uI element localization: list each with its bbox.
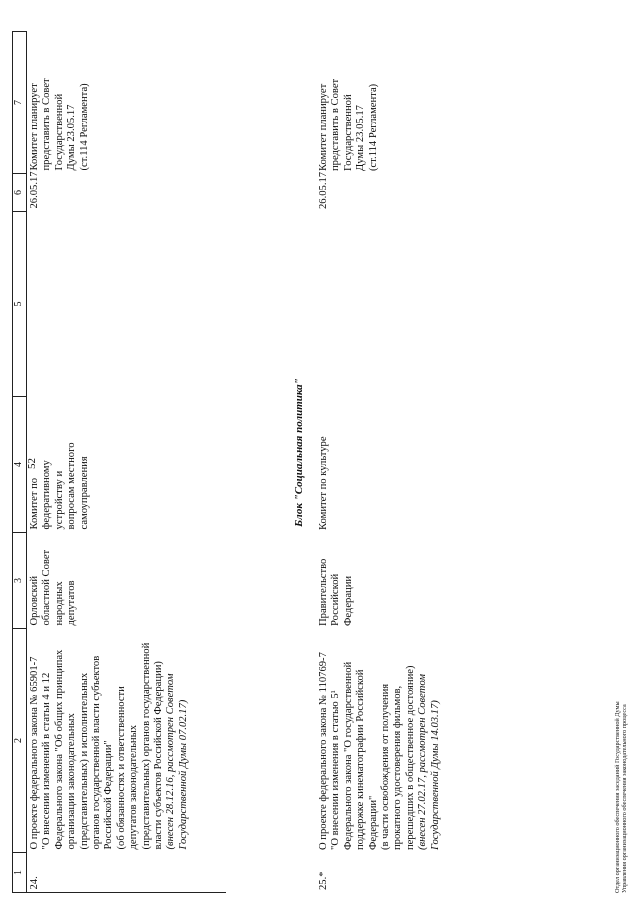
- column-header-row: [13, 32, 27, 893]
- bill-line: Федерального закона "Об общих принципах: [53, 649, 65, 850]
- plan-line: представить в Совет: [330, 78, 342, 171]
- bill-author: [27, 533, 193, 629]
- schedule-table-continued: [316, 32, 444, 893]
- plan-line: представить в Совет: [41, 78, 53, 171]
- committee-line: Комитет по культуре: [318, 436, 329, 530]
- plan-line: Комитет планирует: [318, 83, 329, 171]
- bill-author: [316, 533, 444, 629]
- bill-note: Государственной Думы 07.02.17): [177, 699, 189, 850]
- bill-line: органов государственной власти субъектов: [91, 655, 103, 850]
- date-cell: 26.05.17: [29, 171, 40, 209]
- table-row: [316, 32, 444, 893]
- plan-line: Думы 23.05.17: [355, 105, 367, 171]
- table-row: [27, 32, 193, 893]
- bill-note: Государственной Думы 14.03.17): [429, 700, 441, 850]
- author-line: народных депутатов: [53, 580, 78, 626]
- bill-line: "О внесении изменений в статьи 4 и 12: [41, 672, 53, 850]
- bill-line: перешедших в общественное достояние): [404, 665, 416, 850]
- date-cell: 26.05.17: [318, 171, 329, 209]
- col-header-1: 1: [13, 853, 27, 893]
- footer-line: Управления организационного обеспечения законодательного процесса: [621, 704, 629, 893]
- plan-cell: [316, 32, 444, 174]
- col-header-3: 3: [13, 533, 27, 629]
- bill-line: поддержке кинематографии Российской: [355, 669, 367, 850]
- col-header-2: 2: [13, 629, 27, 853]
- bill-line: Федерального закона "О государственной: [342, 661, 354, 850]
- committee-line: самоуправления: [78, 456, 90, 530]
- author-line: областной Совет: [41, 549, 53, 626]
- row-number: 25.*: [318, 871, 329, 890]
- bill-line: (представительных) органов государственной: [140, 642, 152, 850]
- bill-line: (представительных) и исполнительных: [78, 672, 90, 850]
- bill-line: власти субъектов Российской Федерации): [153, 661, 165, 850]
- row-number: 24.: [29, 876, 40, 890]
- bill-description: [316, 629, 444, 853]
- plan-cell: [27, 32, 193, 174]
- bill-line: (в части освобождения от получения: [380, 683, 392, 850]
- committee-line: Комитет по: [29, 477, 40, 530]
- responsible-committee: [27, 397, 193, 533]
- author-line: Орловский: [29, 575, 40, 626]
- responsible-committee: [316, 397, 444, 533]
- block-title: Блок "Социальная политика": [293, 378, 305, 527]
- bill-note: (внесен 28.12.16, рассмотрен Советом: [165, 673, 177, 850]
- bill-line: Федерации": [367, 795, 379, 850]
- bill-description: [27, 629, 193, 853]
- schedule-table: [12, 31, 192, 893]
- plan-line: Комитет планирует: [29, 83, 40, 171]
- table-left-border: [26, 892, 226, 893]
- col-header-7: 7: [13, 32, 27, 174]
- col5-cell: [27, 212, 193, 397]
- col-header-4: 4: [13, 397, 27, 533]
- footer-line: Отдел организационного обеспечения заседаний Государственной Думы: [614, 701, 621, 893]
- page-number: 52: [26, 458, 38, 469]
- bill-note: (внесен 27.02.17, рассмотрен Советом: [417, 674, 429, 850]
- col5-cell: [316, 212, 444, 397]
- author-line: Правительство: [318, 558, 329, 626]
- plan-line: (ст.114 Регламента): [367, 83, 379, 171]
- plan-line: Думы 23.05.17: [66, 104, 78, 171]
- bill-line: (об обязанностях и ответственности: [115, 686, 127, 850]
- bill-line: "О внесении изменения в статью 5¹: [330, 690, 342, 850]
- bill-line: О проекте федерального закона № 110769-7: [318, 652, 329, 850]
- bill-line: Российской Федерации": [103, 740, 115, 850]
- col-header-5: 5: [13, 212, 27, 397]
- committee-line: устройству и: [53, 470, 65, 530]
- page-footer: [614, 701, 629, 893]
- bill-line: организации законодательных: [66, 713, 78, 850]
- plan-line: Государственной: [342, 94, 354, 171]
- author-line: Российской: [330, 573, 342, 626]
- col-header-6: 6: [13, 174, 27, 212]
- plan-line: Государственной: [53, 93, 65, 171]
- bill-line: депутатов законодательных: [128, 725, 140, 850]
- plan-line: (ст.114 Регламента): [78, 83, 90, 171]
- bill-line: О проекте федерального закона № 65901-7: [29, 656, 40, 850]
- committee-line: федеративному: [41, 460, 53, 530]
- bill-line: прокатного удостоверения фильмов,: [392, 685, 404, 850]
- committee-line: вопросам местного: [66, 442, 78, 530]
- author-line: Федерации: [342, 575, 354, 626]
